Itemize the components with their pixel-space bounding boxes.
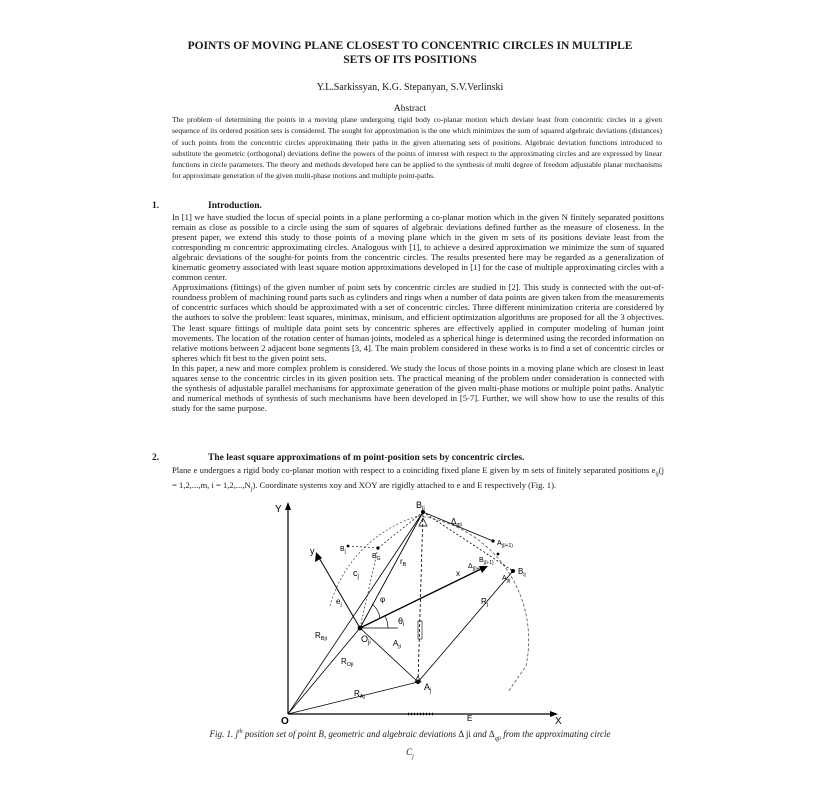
section-2-text-b: (j = 1,2,...,m, i = 1,2,...,N	[172, 465, 664, 490]
label-RAj: $R_{Aj}$	[354, 689, 365, 700]
section-2-body	[172, 465, 664, 495]
point-Bj	[347, 545, 350, 548]
label-phi: φ	[380, 595, 386, 604]
paragraph: Approximations (fittings) of the given number of point sets by concentric circles are studied in [2]. This study is connected with the out-of-roundness problem of machining round parts such as cylinders and rings when a number of data points are given taken from the measurements of concentric surfaces which should be approximated with a set of concentric circles. Three different minimization criteria are considered by the authors to solve the problem: least squares, minimax, minisum, and efficient optimization algorithms are proposed for all the 3 objectives. The least square fittings of multiple data point sets by concentric spheres are effectively applied in computer modeling of human joint movements. The location of the rotation center of human joints, modeled as a spherical hinge is determined using the recorded information on relative motions between 2 adjacent bone segments [3, 4]. The main problem considered in these works is to find a set of concentric circles or spheres which fit best to the given point sets.	[172, 282, 664, 363]
label-Rj: $R_j$	[481, 597, 489, 608]
section-1-body	[172, 212, 664, 413]
label-BG: $B_G$	[372, 553, 381, 562]
point-B	[511, 569, 515, 573]
abstract-heading: Abstract	[393, 104, 427, 114]
label-E: E	[467, 714, 473, 723]
label-B-right: $B_{ij}$	[518, 567, 526, 578]
label-Delta-qji: $\Delta_{qji}$	[451, 517, 462, 528]
label-Bj: $B_j$	[340, 546, 346, 555]
section-2-text-a: Plane e undergoes a rigid body co-planar motion with respect to a coinciding fixed plane E given by m sets of finitely separated positions e	[172, 465, 656, 475]
section-2-title: The least square approximations of m point-position sets by concentric circles.	[208, 453, 525, 463]
title-line-2: SETS OF ITS POSITIONS	[343, 54, 477, 66]
label-Oji: $O_{ji}$	[361, 634, 371, 646]
section-1-number: 1.	[152, 201, 160, 211]
label-RBji: $R_{Bji}$	[315, 631, 327, 642]
authors: Y.L.Sarkissyan, K.G. Stepanyan, S.V.Verlinski	[316, 82, 504, 93]
section-1-title: Introduction.	[208, 201, 262, 211]
label-ej: $e_j$	[336, 597, 342, 608]
label-A-next: $A_{j(i+1)}$	[497, 540, 513, 549]
figure-background	[268, 496, 568, 724]
section-2-number: 2.	[152, 453, 160, 463]
point-BG	[376, 546, 379, 549]
caption-line-2: $C_j$	[406, 746, 414, 760]
caption-line-1: Fig. 1. $j^{th}$ position set of point B, geometric and algebraic deviations Δ ji and $\Delta_{qji}$ from the approximating circle	[209, 729, 611, 742]
label-cj: $c_j$	[353, 568, 359, 580]
figure-caption	[150, 726, 670, 764]
label-y: y	[310, 546, 315, 556]
abstract-text: The problem of determining the points in a moving plane undergoing rigid body co-planar motion which deviate least from concentric circles in a given sequence of its ordered position sets is considered. The sought for approximation is the one which minimizes the sum of squared algebraic deviations (distances) of such points from the concentric circles approximating their paths in the given alternating sets of positions. Algebraic deviation functions introduced to substitute the geometric (orthogonal) deviations define the powers of the points of interest with respect to the approximating circles and are expressed by linear functions in circle parameters. The theory and methods developed here can be applied to the synthesis of multi degree of freedom adjustable planar mechanisms for approximate generation of the given multi-phase motions and multiple point-paths.	[172, 115, 662, 181]
title-line-1: POINTS OF MOVING PLANE CLOSEST TO CONCENTRIC CIRCLES IN MULTIPLE	[187, 40, 633, 52]
paragraph: In [1] we have studied the locus of special points in a plane performing a co-planar motion which in the given N finitely separated positions remain as close as possible to a circle using the sum of squares of algebraic deviations defined further as the measure of closeness. In the present paper, we extend this study to those points of a moving plane which in the given m sets of its positions deviate least from the corresponding m concentric approximating circles. Analogous with [1], to achieve a desired approximation we minimize the sum of squared algebraic deviations of the sought-for points from the concentric circles. The results presented here may be regarded as a generalization of kinematic geometry associated with least square motion approximations developed in [1] for the case of multiple approximating circles with a common center.	[172, 212, 664, 283]
figure-1	[268, 496, 568, 724]
paragraph: In this paper, a new and more complex problem is considered. We study the locus of those points in a moving plane which are closest in least squares sense to the concentric circles in its given position sets. The practical meaning of the problem under consideration is connected with the synthesis of adjustable parallel mechanisms for approximate generation of the given multi-phase motions or multiple point paths. Analytic and numerical methods of synthesis of such mechanisms have been developed in [5-7]. Further, we will show how to use the results of this study for the same purpose.	[172, 362, 664, 413]
label-A-jij: $A_{jij}$	[502, 575, 511, 584]
label-Aj: $A_j$	[424, 682, 432, 694]
section-2-sub: ij	[655, 471, 659, 478]
point-B-prev	[497, 553, 500, 556]
section-2-text-c: ). Coordinate systems xoy and XOY are rigidly attached to e and E respectively (Fig. 1).	[252, 479, 557, 490]
paper-title	[150, 39, 670, 67]
label-B-prev: $B_{j(i-1)}$	[479, 557, 494, 566]
label-X: X	[555, 716, 562, 724]
label-Y: Y	[275, 504, 282, 515]
point-A-next	[491, 539, 494, 542]
point-Oji	[358, 626, 363, 631]
label-DeltaAji: $A_{ji}$	[393, 639, 401, 650]
section-2-sub2: j	[250, 486, 253, 493]
label-x: x	[456, 569, 460, 578]
label-Bji: $B_{ji}$	[416, 500, 425, 512]
label-theta: $\theta_i$	[398, 616, 405, 628]
label-O: O	[281, 716, 289, 724]
label-ROji: $R_{Oji}$	[341, 657, 354, 668]
label-rB: $r_B$	[400, 557, 407, 568]
label-Delta-j: $\Delta_{j(i+1)}$	[468, 563, 484, 572]
